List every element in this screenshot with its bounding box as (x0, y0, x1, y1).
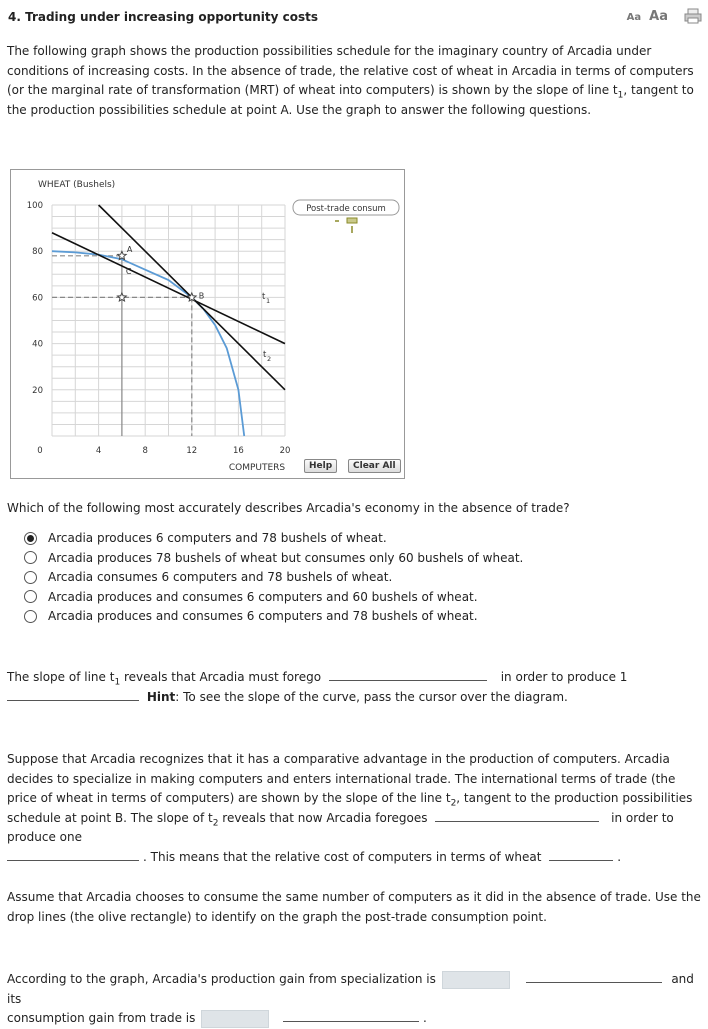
legend (293, 200, 399, 215)
print-icon[interactable] (684, 8, 702, 24)
production-gain-input[interactable] (442, 971, 510, 989)
y-tick-label: 100 (26, 201, 43, 211)
font-small-button[interactable]: Aa (626, 12, 642, 23)
x-tick-label: 12 (186, 446, 198, 456)
font-size-controls (627, 9, 668, 24)
help-button[interactable]: Help (304, 459, 337, 473)
t2-sub: 2 (267, 355, 272, 363)
q1-option[interactable] (24, 549, 523, 567)
legend-label: Post-trade consum (306, 204, 386, 214)
clear-all-button[interactable]: Clear All (348, 459, 401, 473)
intro-paragraph: The following graph shows the production possibilities schedule for the imaginary country of Arcadia under conditions of increasing costs. In the absence of trade, the relative cost of wheat in Arcadia in terms of computers (or the marginal rate of transformation (MRT) of wheat into computers) is shown by the slope of line $t_1$, tangent to the production possibilities schedule at point A. Use the graph to answer the following questions. (7, 44, 694, 117)
font-large-button[interactable]: Aa (649, 9, 668, 24)
q1-option-label: Arcadia consumes 6 computers and 78 bushels of wheat. (48, 570, 393, 584)
q1-option[interactable] (24, 607, 478, 625)
q1-question: Which of the following most accurately describes Arcadia's economy in the absence of trade? (7, 501, 570, 515)
x-tick-label: 16 (232, 446, 244, 456)
q5-sentence: According to the graph, Arcadia's production gain from specialization is and its consumption gain from trade is . (7, 970, 702, 1029)
point-b-label: B (198, 291, 205, 301)
post-trade-marker-icon[interactable] (335, 218, 357, 233)
point-a-label: A (126, 244, 133, 254)
q3-paragraph: Suppose that Arcadia recognizes that it has a comparative advantage in the production of computers. Arcadia decides to specialize in making computers and enters international trade. The international terms of trade (the price of wheat in terms of computers) are shown by the slope of the line $t_2$, tangent to the production possibilities schedule at point B. The slope of $t_2$ reveals that now Arcadia foregoes in order to produce one . This means that the relative cost of computers in terms of wheat . (7, 752, 693, 864)
q3-relative-cost-dropdown[interactable] (549, 848, 613, 861)
q1-option[interactable] (24, 588, 478, 606)
consumption-gain-input[interactable] (201, 1010, 269, 1028)
q2-forego-dropdown[interactable] (329, 668, 487, 681)
q3-produce-dropdown[interactable] (7, 848, 139, 861)
q1-option-label: Arcadia produces 6 computers and 78 bushels of wheat. (48, 531, 387, 545)
q4-paragraph: Assume that Arcadia chooses to consume the same number of computers as it did in the absence of trade. Use the drop lines (the olive rectangle) to identify on the graph the post-trade consumption point. (7, 890, 701, 924)
ppf-chart[interactable] (11, 170, 404, 478)
x-axis-title: COMPUTERS (228, 463, 286, 473)
x-tick-label: 20 (279, 446, 291, 456)
consumption-gain-unit-dropdown[interactable] (283, 1009, 419, 1022)
t1-label: t (262, 292, 266, 302)
point-c-label: C (125, 266, 132, 276)
x-tick-label: 8 (142, 446, 148, 456)
radio-button[interactable] (24, 571, 37, 584)
q1-option[interactable] (24, 568, 392, 586)
x-tick-label: 0 (37, 446, 43, 456)
question-title: 4. Trading under increasing opportunity costs (8, 10, 319, 24)
q1-option-label: Arcadia produces and consumes 6 computers and 60 bushels of wheat. (48, 589, 478, 604)
x-tick-label: 4 (95, 446, 102, 456)
q3-foregoes-dropdown[interactable] (435, 809, 599, 822)
y-tick-label: 20 (32, 385, 43, 396)
graph-panel[interactable] (10, 169, 405, 479)
q2-sentence: The slope of line $t_1$ reveals that Arcadia must forego in order to produce 1 Hint: To see the slope of the curve, pass the cursor over the diagram. (7, 670, 628, 704)
y-axis-title: WHEAT (Bushels) (38, 180, 116, 190)
production-gain-unit-dropdown[interactable] (526, 970, 662, 983)
point-c (118, 293, 127, 301)
radio-button[interactable] (24, 590, 37, 603)
y-tick-label: 40 (32, 339, 43, 350)
radio-button[interactable] (24, 610, 37, 623)
radio-button[interactable] (24, 532, 37, 545)
q1-option[interactable] (24, 529, 387, 547)
y-tick-label: 60 (32, 293, 43, 304)
q1-option-label: Arcadia produces 78 bushels of wheat but consumes only 60 bushels of wheat. (48, 550, 524, 565)
t2-label: t (263, 350, 267, 360)
y-tick-label: 80 (32, 247, 43, 258)
q1-option-label: Arcadia produces and consumes 6 computers and 78 bushels of wheat. (48, 609, 478, 623)
radio-button[interactable] (24, 551, 37, 564)
t1-sub: 1 (266, 297, 271, 305)
q2-produce-dropdown[interactable] (7, 688, 139, 701)
